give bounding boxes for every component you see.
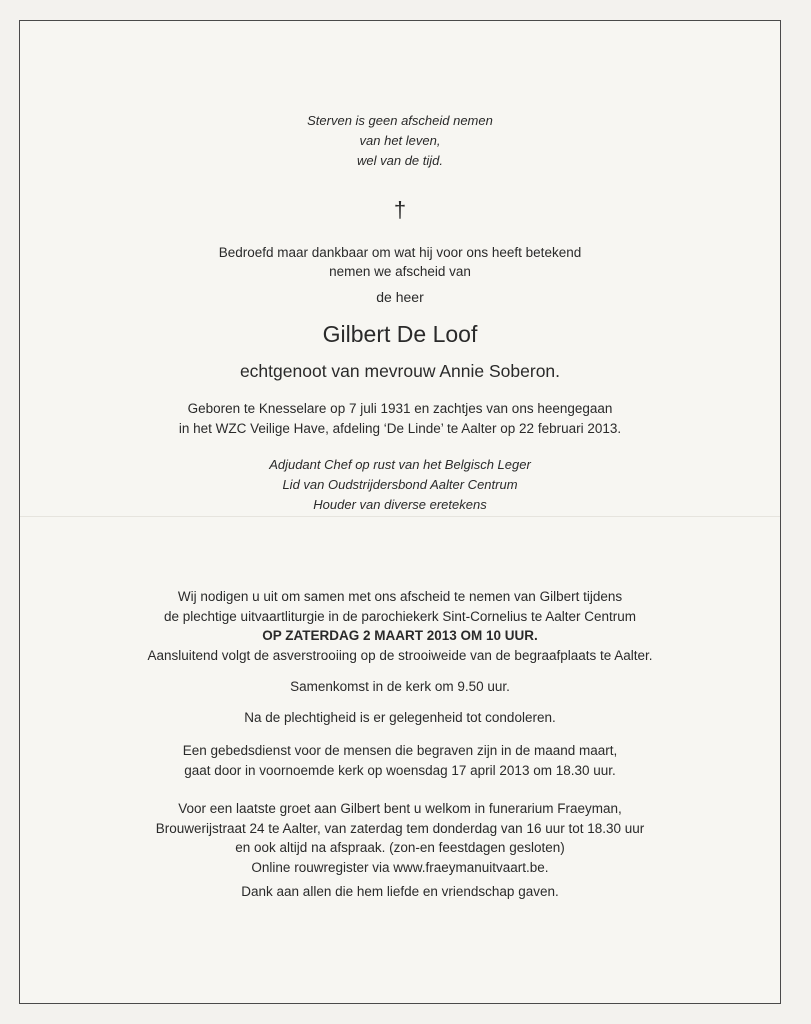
funeral-home-visit (20, 799, 780, 877)
card-frame (19, 20, 781, 1004)
fold-line (20, 516, 780, 517)
visit-line: Voor een laatste groet aan Gilbert bent u welkom in funerarium Fraeyman, (178, 801, 622, 816)
intro-text (20, 243, 780, 281)
honorific: de heer (376, 289, 424, 305)
visit-line: en ook altijd na afspraak. (zon-en feestdagen gesloten) (235, 840, 565, 855)
title-line: Lid van Oudstrijdersbond Aalter Centrum (282, 477, 518, 492)
honor-titles (20, 455, 780, 515)
invitation-line: Wij nodigen u uit om samen met ons afscheid te nemen van Gilbert tijdens (177, 589, 623, 604)
prayer-service (20, 741, 780, 781)
death-line: in het WZC Veilige Have, afdeling ‘De Linde’ te Aalter op 22 februari 2013. (178, 421, 622, 436)
spouse-line: echtgenoot van mevrouw Annie Soberon. (239, 361, 561, 381)
invitation (20, 587, 780, 665)
gathering-time: Samenkomst in de kerk om 9.50 uur. (290, 679, 510, 694)
service-line: gaat door in voornoemde kerk op woensdag 17 april 2013 om 18.30 uur. (184, 763, 616, 778)
title-line: Adjudant Chef op rust van het Belgisch Leger (269, 457, 531, 472)
title-line: Houder van diverse eretekens (313, 497, 487, 512)
deceased-name: Gilbert De Loof (322, 321, 478, 347)
condolence-note: Na de plechtigheid is er gelegenheid tot condoleren. (244, 710, 556, 725)
online-register: Online rouwregister via www.fraeymanuitvaart.be. (251, 859, 549, 875)
ceremony-date: OP ZATERDAG 2 MAART 2013 OM 10 UUR. (262, 628, 538, 643)
thanks-note: Dank aan allen die hem liefde en vriendschap gaven. (241, 884, 559, 899)
motto-line: wel van de tijd. (357, 153, 443, 168)
motto-line: van het leven, (359, 133, 441, 148)
service-line: Een gebedsdienst voor de mensen die begraven zijn in de maand maart, (182, 743, 618, 758)
birth-line: Geboren te Knesselare op 7 juli 1931 en zachtjes van ons heengegaan (187, 401, 613, 416)
birth-death-details (20, 399, 780, 439)
visit-line: Brouwerijstraat 24 te Aalter, van zaterdag tem donderdag van 16 uur tot 18.30 uur (155, 820, 645, 836)
motto (20, 111, 780, 171)
cross-icon: † (393, 197, 407, 222)
motto-line: Sterven is geen afscheid nemen (307, 113, 493, 128)
intro-line: Bedroefd maar dankbaar om wat hij voor ons heeft betekend (218, 245, 582, 260)
invitation-line: Aansluitend volgt de asverstrooiing op de strooiweide van de begraafplaats te Aalter. (147, 647, 653, 663)
intro-line: nemen we afscheid van (329, 264, 471, 279)
invitation-line: de plechtige uitvaartliturgie in de parochiekerk Sint-Cornelius te Aalter Centrum (164, 608, 636, 624)
